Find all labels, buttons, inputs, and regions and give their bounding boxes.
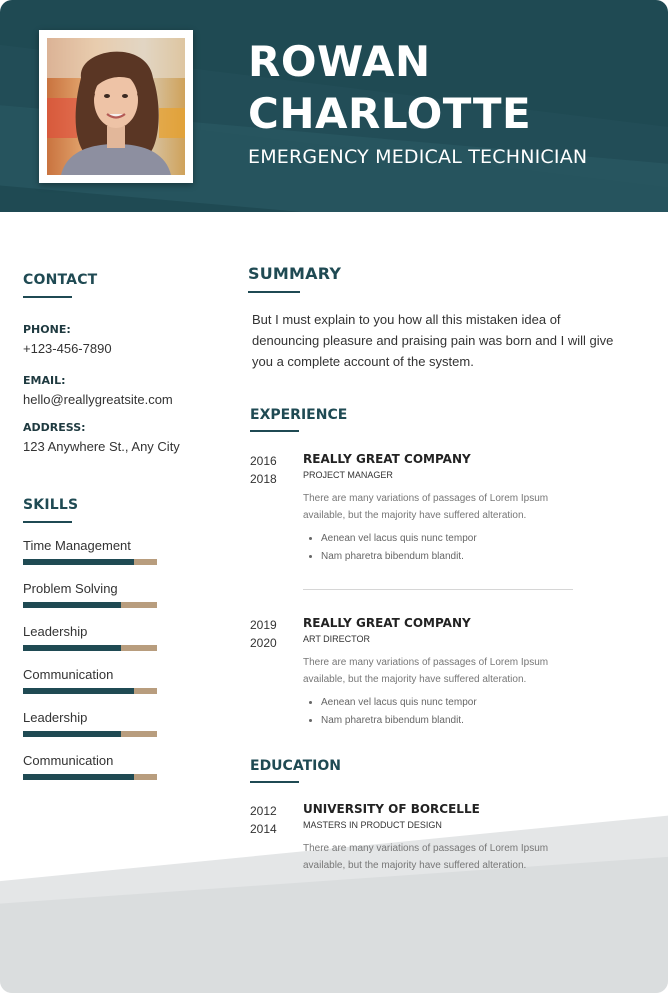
heading-underline xyxy=(23,521,72,523)
skill-bar xyxy=(23,559,157,565)
candidate-first-name: ROWAN xyxy=(248,37,431,86)
address-label: ADDRESS: xyxy=(23,421,86,434)
phone-label: PHONE: xyxy=(23,323,71,336)
entry-body xyxy=(303,616,583,730)
email-value: hello@reallygreatsite.com xyxy=(23,392,173,407)
year-start: 2012 xyxy=(250,804,277,818)
heading-underline xyxy=(248,291,300,293)
entry-bullets xyxy=(303,694,583,730)
entry-description: There are many variations of passages of Lorem Ipsum available, but the majority have suffered alteration. xyxy=(303,657,549,685)
skill-item xyxy=(23,581,223,624)
email-label: EMAIL: xyxy=(23,374,66,387)
job-role: PROJECT MANAGER xyxy=(303,470,393,480)
skill-name: Leadership xyxy=(23,710,88,725)
summary-text: But I must explain to you how all this mistaken idea of denouncing pleasure and praising pain was born and I will give you a complete account of the system. xyxy=(252,312,614,369)
skill-name: Problem Solving xyxy=(23,581,118,596)
skill-item xyxy=(23,538,223,581)
school-name: UNIVERSITY OF BORCELLE xyxy=(303,802,480,816)
heading-underline xyxy=(250,781,299,783)
skill-bar xyxy=(23,602,157,608)
bullet-item: • Aenean vel lacus quis nunc tempor xyxy=(321,530,583,548)
year-start: 2016 xyxy=(250,454,277,468)
skill-list xyxy=(23,538,223,796)
skill-bar-fill xyxy=(23,645,121,651)
profile-photo-frame xyxy=(39,30,193,183)
entry-years xyxy=(250,802,280,838)
skill-bar xyxy=(23,645,157,651)
entry-divider xyxy=(303,589,573,590)
skills-section xyxy=(23,497,223,796)
skills-heading: SKILLS xyxy=(23,497,79,513)
skill-name: Time Management xyxy=(23,538,131,553)
skill-bar xyxy=(23,731,157,737)
entry-description: There are many variations of passages of Lorem Ipsum available, but the majority have suffered alteration. xyxy=(303,843,549,871)
contact-heading: CONTACT xyxy=(23,272,98,288)
skill-bar xyxy=(23,774,157,780)
year-end: 2018 xyxy=(250,472,277,486)
skill-item xyxy=(23,710,223,753)
candidate-name xyxy=(248,36,531,140)
skill-name: Communication xyxy=(23,753,114,768)
summary-heading: SUMMARY xyxy=(248,264,342,283)
address-value: 123 Anywhere St., Any City xyxy=(23,439,180,454)
entry-body xyxy=(303,452,583,566)
entry-description: There are many variations of passages of Lorem Ipsum available, but the majority have suffered alteration. xyxy=(303,493,549,521)
summary-section xyxy=(248,264,628,372)
year-start: 2019 xyxy=(250,618,277,632)
heading-underline xyxy=(23,296,72,298)
profile-photo xyxy=(47,38,185,175)
skill-bar-fill xyxy=(23,559,134,565)
skill-bar-fill xyxy=(23,774,134,780)
skill-item xyxy=(23,753,223,796)
phone-value: +123-456-7890 xyxy=(23,341,112,356)
education-heading: EDUCATION xyxy=(250,758,341,774)
job-title: EMERGENCY MEDICAL TECHNICIAN xyxy=(248,146,588,168)
bullet-item: • Aenean vel lacus quis nunc tempor xyxy=(321,694,583,712)
skill-item xyxy=(23,667,223,710)
bullet-item: • Nam pharetra bibendum blandit. xyxy=(321,548,583,566)
year-end: 2020 xyxy=(250,636,277,650)
skill-bar xyxy=(23,688,157,694)
entry-years xyxy=(250,452,280,488)
heading-underline xyxy=(250,430,299,432)
entry-body xyxy=(303,802,583,874)
entry-years xyxy=(250,616,280,652)
job-role: ART DIRECTOR xyxy=(303,634,371,644)
bullet-item: • Nam pharetra bibendum blandit. xyxy=(321,712,583,730)
skill-name: Communication xyxy=(23,667,114,682)
skill-bar-fill xyxy=(23,688,134,694)
skill-item xyxy=(23,624,223,667)
degree: MASTERS IN PRODUCT DESIGN xyxy=(303,820,442,830)
skill-bar-fill xyxy=(23,602,121,608)
entry-bullets xyxy=(303,530,583,566)
year-end: 2014 xyxy=(250,822,277,836)
company-name: REALLY GREAT COMPANY xyxy=(303,616,471,630)
company-name: REALLY GREAT COMPANY xyxy=(303,452,471,466)
candidate-last-name: CHARLOTTE xyxy=(248,89,532,138)
skill-bar-fill xyxy=(23,731,121,737)
skill-name: Leadership xyxy=(23,624,88,639)
contact-section xyxy=(23,272,223,454)
experience-heading: EXPERIENCE xyxy=(250,407,348,423)
